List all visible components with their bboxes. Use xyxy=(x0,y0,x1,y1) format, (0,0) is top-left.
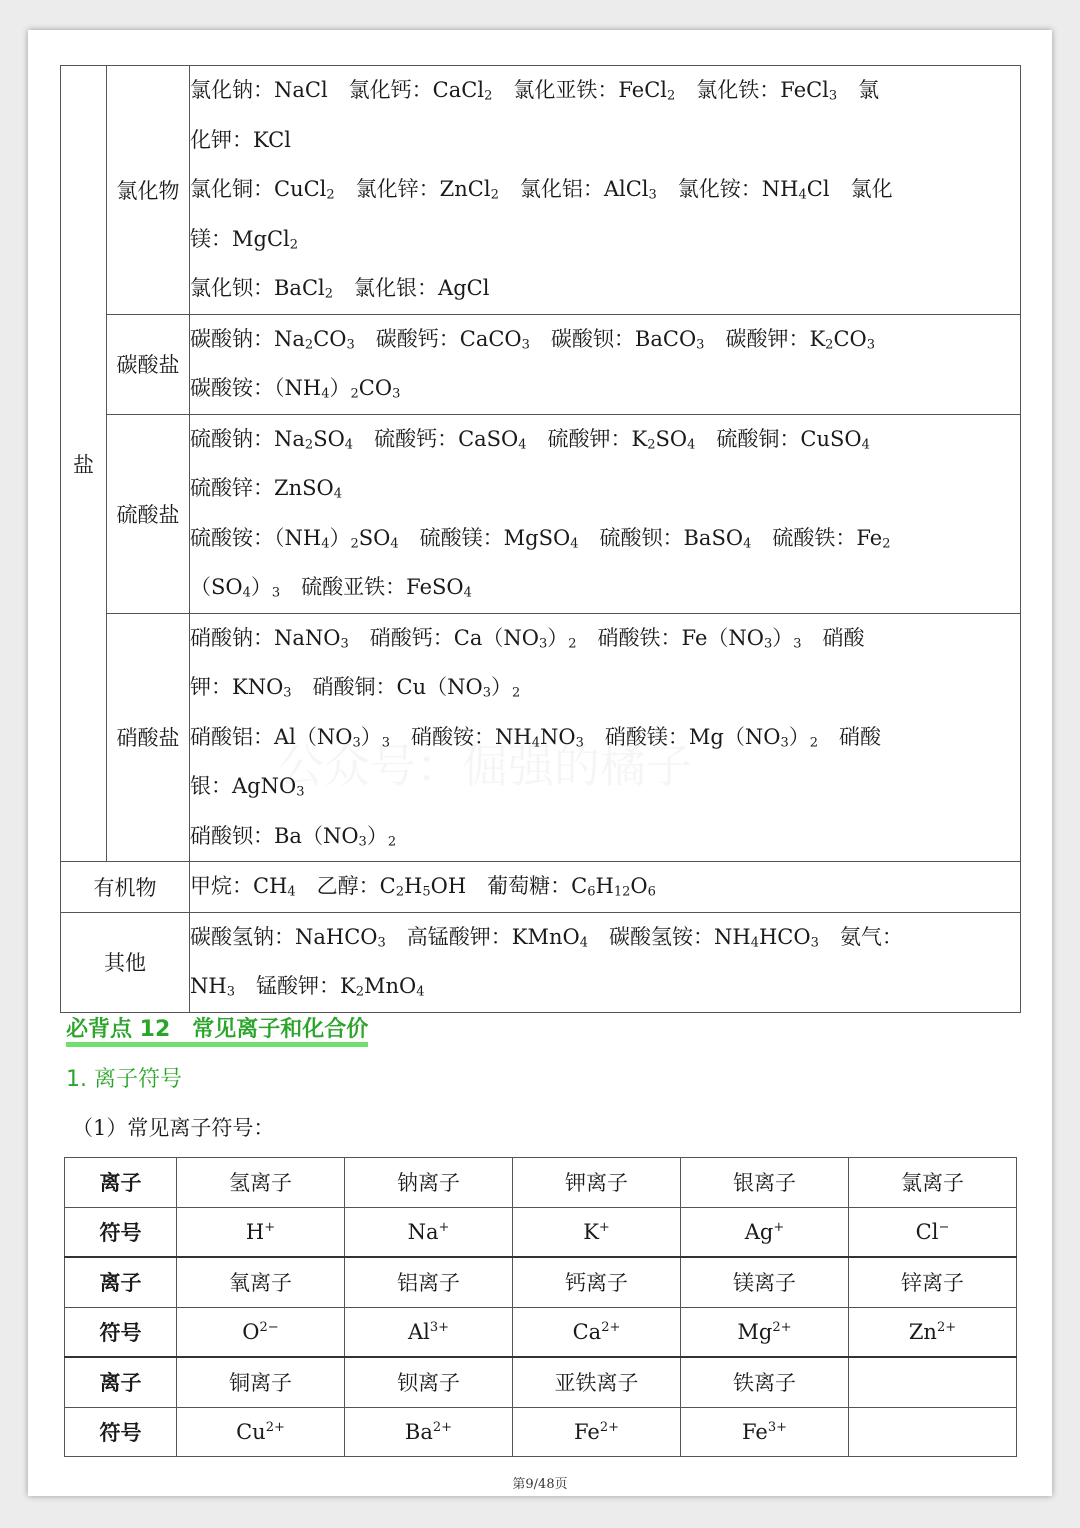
formula-line: 碳酸铵：$(NH_4)_2CO_3$ xyxy=(190,376,401,402)
formula-line: 硝酸铝：$Al(NO_3)_3$ 硝酸铵：$NH_4NO_3$ 硝酸镁：$Mg(NO_3)_2$ 硝酸 xyxy=(190,724,882,751)
formula-line: 硝酸钠：NaNO$_3$ 硝酸钙：$Ca(NO_3)_2$ 硝酸铁：$Fe(NO_3)_3$ 硝酸 xyxy=(190,625,865,652)
formula-line: 钾：$KNO_3$ 硝酸铜：$Cu(NO_3)_2$ xyxy=(190,675,521,701)
ion-name-cell: 锌离子 xyxy=(849,1257,1017,1307)
table-row xyxy=(61,414,1021,613)
ion-table xyxy=(64,1157,1017,1457)
sulfate-content xyxy=(190,414,1021,613)
formula-line: 氯化钠：NaCl 氯化钙：CaCl$_2$ 氯化亚铁：FeCl$_2$ 氯化铁：FeCl$_3$ 氯 xyxy=(190,78,880,104)
table-row xyxy=(61,314,1021,414)
row-label-ion: 离子 xyxy=(65,1257,177,1307)
formula-line: 化钾：KCl xyxy=(190,127,291,152)
table-row xyxy=(61,862,1021,913)
formula-line: 镁：MgCl$_2$ xyxy=(190,226,299,253)
ion-name-row xyxy=(65,1357,1017,1407)
subsection-subtitle: （1）常见离子符号： xyxy=(72,1116,275,1140)
ion-name-cell: 钠离子 xyxy=(345,1158,513,1208)
category-salt: 盐 xyxy=(61,66,107,862)
ion-name-cell: 氢离子 xyxy=(177,1158,345,1208)
formula-line: 硫酸铵：$(NH_4)_2SO_4$ 硫酸镁：MgSO$_4$ 硫酸钡：BaSO$_4$ 硫酸铁：$Fe_2$ xyxy=(190,525,891,552)
ion-symbol-cell: $Mg^{2+}$ xyxy=(681,1307,849,1357)
ion-name-cell: 银离子 xyxy=(681,1158,849,1208)
chloride-content xyxy=(190,66,1021,315)
ion-symbol-cell: Ag+ xyxy=(681,1207,849,1257)
row-label-ion: 离子 xyxy=(65,1158,177,1208)
formula-line: $NH_3$ 锰酸钾：$K_2MnO_4$ xyxy=(190,974,425,1000)
table-row xyxy=(61,912,1021,1012)
ion-symbol-cell: K+ xyxy=(513,1207,681,1257)
subcategory-carbonate: 碳酸盐 xyxy=(107,314,190,414)
ion-name-cell: 铝离子 xyxy=(345,1257,513,1307)
subcategory-chloride: 氯化物 xyxy=(107,66,190,315)
row-label-symbol: 符号 xyxy=(65,1407,177,1457)
category-other: 其他 xyxy=(61,912,190,1012)
ion-name-cell: 钙离子 xyxy=(513,1257,681,1307)
formula-line: 碳酸氢钠：NaHCO$_3$ 高锰酸钾：KMnO$_4$ 碳酸氢铵：$NH_4HCO_3$ 氨气： xyxy=(190,924,903,951)
page-number: 第9/48页 xyxy=(512,1477,568,1492)
ion-name-cell: 铜离子 xyxy=(177,1357,345,1407)
row-label-symbol: 符号 xyxy=(65,1307,177,1357)
ion-name-cell xyxy=(849,1357,1017,1407)
formula-line: 碳酸钠：$Na_2CO_3$ 碳酸钙：CaCO$_3$ 碳酸钡：BaCO$_3$ 碳酸钾：$K_2CO_3$ xyxy=(190,326,876,353)
table-row xyxy=(61,613,1021,862)
ion-symbol-cell: $Al^{3+}$ xyxy=(345,1307,513,1357)
ion-name-cell: 亚铁离子 xyxy=(513,1357,681,1407)
subcategory-nitrate: 硝酸盐 xyxy=(107,613,190,862)
ion-symbol-cell xyxy=(849,1407,1017,1457)
ion-name-cell: 钾离子 xyxy=(513,1158,681,1208)
heading-text: 必背点 12 常见离子和化合价 xyxy=(66,1017,368,1047)
document-page xyxy=(28,30,1052,1496)
ion-symbol-cell: $Ca^{2+}$ xyxy=(513,1307,681,1357)
formula-line: 硝酸钡：$Ba(NO_3)_2$ xyxy=(190,823,397,850)
ion-name-cell: 镁离子 xyxy=(681,1257,849,1307)
ion-name-cell: 钡离子 xyxy=(345,1357,513,1407)
ion-symbol-row xyxy=(65,1307,1017,1357)
table-row xyxy=(61,66,1021,315)
ion-symbol-cell: $Fe^{3+}$ xyxy=(681,1407,849,1457)
row-label-ion: 离子 xyxy=(65,1357,177,1407)
ion-symbol-cell: Cl− xyxy=(849,1207,1017,1257)
ion-symbol-cell: $O^{2-}$ xyxy=(177,1307,345,1357)
other-content xyxy=(190,912,1021,1012)
ion-symbol-cell: $Fe^{2+}$ xyxy=(513,1407,681,1457)
formula-line: 硫酸锌：ZnSO$_4$ xyxy=(190,476,342,502)
ion-name-row xyxy=(65,1158,1017,1208)
organic-content xyxy=(190,862,1021,913)
ion-symbol-cell: $Ba^{2+}$ xyxy=(345,1407,513,1457)
formula-line: 硫酸钠：$Na_2SO_4$ 硫酸钙：CaSO$_4$ 硫酸钾：$K_2SO_4$ 硫酸铜：CuSO$_4$ xyxy=(190,426,870,453)
formula-line: 甲烷：$CH_4$ 乙醇：$C_2H_5OH$ 葡萄糖：$C_6H_{12}O_6$ xyxy=(190,874,656,900)
section-heading xyxy=(66,1012,368,1043)
subcategory-sulfate: 硫酸盐 xyxy=(107,414,190,613)
category-organic: 有机物 xyxy=(61,862,190,913)
formula-line: $(SO_4)_3$ 硫酸亚铁：FeSO$_4$ xyxy=(190,575,472,601)
nitrate-content xyxy=(190,613,1021,862)
formula-line: 银：AgNO$_3$ xyxy=(190,774,305,800)
salt-table xyxy=(60,65,1021,1013)
ion-symbol-cell: Na+ xyxy=(345,1207,513,1257)
ion-symbol-row xyxy=(65,1207,1017,1257)
ion-symbol-cell: $Cu^{2+}$ xyxy=(177,1407,345,1457)
formula-line: 氯化钡：BaCl$_2$ 氯化银：AgCl xyxy=(190,276,490,302)
ion-name-row xyxy=(65,1257,1017,1307)
ion-name-cell: 铁离子 xyxy=(681,1357,849,1407)
ion-symbol-cell: $Zn^{2+}$ xyxy=(849,1307,1017,1357)
formula-line: 氯化铜：CuCl$_2$ 氯化锌：ZnCl$_2$ 氯化铝：AlCl$_3$ 氯化铵：$NH_4Cl$ 氯化 xyxy=(190,177,893,203)
carbonate-content xyxy=(190,314,1021,414)
ion-symbol-row xyxy=(65,1407,1017,1457)
row-label-symbol: 符号 xyxy=(65,1207,177,1257)
ion-name-cell: 氯离子 xyxy=(849,1158,1017,1208)
subsection-title: 1. 离子符号 xyxy=(66,1067,182,1092)
ion-symbol-cell: H+ xyxy=(177,1207,345,1257)
ion-name-cell: 氧离子 xyxy=(177,1257,345,1307)
